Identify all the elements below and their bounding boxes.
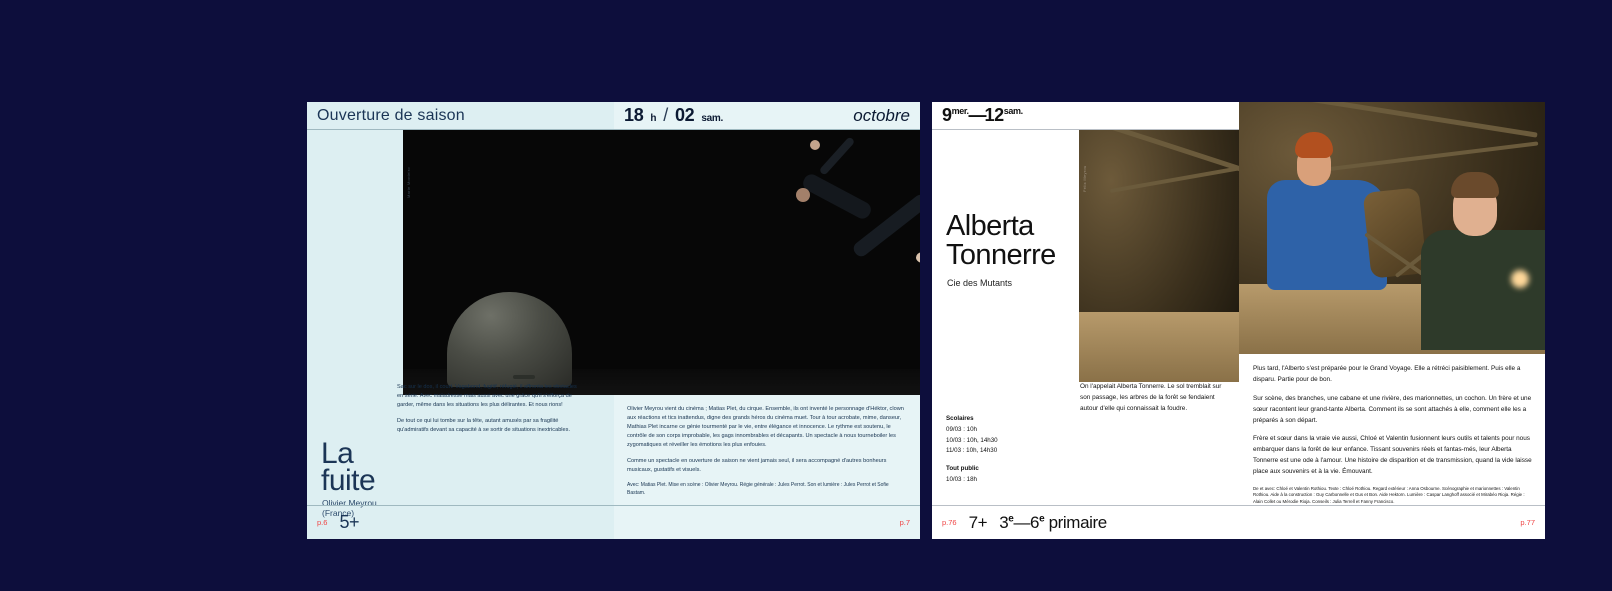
- level-to-sup: e: [1039, 512, 1045, 524]
- level-from-sup: e: [1008, 512, 1014, 524]
- performer-torso: [800, 172, 873, 222]
- performer-hand: [810, 140, 820, 150]
- spread1-footer-left: [307, 505, 614, 539]
- event-day-number: 02: [674, 105, 695, 125]
- spread2-left-content: [932, 130, 1239, 539]
- body-paragraph: Sac sur le dos, il court. Vagabond, fugitif, réfugié, il affronta les obstacles en série. Avec maladresse mais aussi avec une grâce qu'il s'efforça de garder, même dans les situations les plus délirantes. Et nous rions!: [397, 384, 577, 409]
- show-credits: De et avec: Chloé et Valentin Rothiou. Texte : Chloé Rothiou. Regard extérieur : Anna Osbourne. Scénographie et marionnettes : Valentin Rothiou. Aide à la construction : Guy Carbonnelle et Gus et Bon. Aide Hektorn. Lumière : Caspar Langhoff associé et Mirabéo Rioja. Régie : Alain Collet ou Mérodie Rioja. Conseils : Julia Terrell et Fanny Francisco.: [1253, 486, 1525, 504]
- show-title: [946, 212, 1056, 270]
- schedule-group: [946, 464, 998, 486]
- spread2-left-page: [932, 102, 1239, 539]
- schedule-line: 11/03 : 10h, 14h30: [946, 447, 998, 455]
- body-paragraph: Olivier Meyrou vient du cinéma ; Matias Plet, du cirque. Ensemble, ils ont inventé le personnage d'Héktor, clown aux réactions et tics inattendus, digne des grands héros du cinéma muet. Tour à tour acrobate, mime, danseur, Mathias Plet incarne ce génie tourmenté par le vie, entre élégance et innocence. Le rythme est soutenu, le contrôle de son corps improbable, les gags innombrables et décapants. Un spectacle à nous tourneboiler les zygomatiques et réveiller les émotions les plus enfouies.: [627, 406, 904, 449]
- show-credits: Avec: Matias Plet. Mise en scène : Olivier Meyrou. Régie générale : Jules Perrot. Son et lumière : Jules Perrot et Sofie Bastam.: [627, 482, 889, 496]
- performer-foot: [916, 252, 920, 263]
- page-number-left: p.76: [942, 518, 957, 527]
- show-company: Cie des Mutants: [947, 278, 1013, 288]
- photo-credit: Marie Monteiro: [406, 167, 411, 198]
- performer-arm: [819, 136, 856, 176]
- spread-alberta-tonnerre: [932, 102, 1545, 539]
- event-time-unit: h: [650, 113, 657, 124]
- body-paragraph: Comme un spectacle en ouverture de saison ne vient jamais seul, il sera accompagné d'autres bonheurs musicaux, gustatifs et visuels.: [627, 458, 887, 474]
- show-title-line1: Alberta: [946, 210, 1034, 242]
- performer-child-hair: [1295, 132, 1333, 158]
- show-artist: Olivier Meyrou: [322, 497, 377, 508]
- show-title: [321, 436, 376, 498]
- event-day-name: sam.: [701, 113, 723, 124]
- spread1-right-page: [614, 102, 920, 539]
- show-title-line1: La: [321, 436, 354, 470]
- photo-credit: Félix Meyrou: [1082, 165, 1087, 192]
- stage-prop-small: [513, 375, 535, 379]
- spread1-left-page: [307, 102, 614, 539]
- show-country: (France): [322, 508, 355, 519]
- spread2-footer-right: [1239, 505, 1545, 539]
- spread1-left-photo-area: [307, 130, 614, 395]
- age-rating: 7+: [968, 512, 988, 532]
- schedule-label: Tout public: [946, 465, 979, 473]
- spread1-left-margin: [307, 130, 403, 395]
- age-rating: 5+: [339, 512, 360, 532]
- spread1-header-left: [307, 102, 614, 130]
- date-end: 12: [984, 105, 1004, 125]
- date-end-day: sam.: [1003, 106, 1023, 116]
- spread1-left-body-text: [397, 383, 582, 435]
- date-start-day: mer.: [951, 106, 969, 116]
- show-intro-text: On l'appelait Alberta Tonnerre. Le sol tremblait sur son passage, les arbres de la forêt se fendaient autour d'elle qui connaissait la foudre.: [1080, 383, 1222, 412]
- stage-photo-left: [403, 130, 614, 395]
- stage-photo-right: [614, 130, 920, 395]
- schedule-group: [946, 414, 998, 457]
- event-datetime: [624, 105, 723, 126]
- puppet-prop: [1363, 187, 1428, 278]
- event-time: 18: [624, 105, 644, 125]
- performer-adult-hair: [1451, 172, 1499, 198]
- show-title-line2: fuite: [321, 464, 376, 498]
- schedule-label: Scolaires: [946, 414, 974, 422]
- schedule-block: [946, 414, 998, 493]
- level-from: 3: [999, 512, 1009, 532]
- body-paragraph: Frère et sœur dans la vraie vie aussi, Chloé et Valentin fusionnent leurs outils et talents pour nous embarquer dans la forêt de leur enfance. Tissant souvenirs réels et fantas-més, leur Alberta Tonnerre est une ode à l'amour. Une histoire de disparition et de transmission, quand la vide laisse place aux souvenirs et à la vie. Émouvant.: [1253, 435, 1532, 476]
- lantern-glow: [1511, 270, 1529, 288]
- event-month: octobre: [853, 105, 910, 125]
- body-paragraph: Plus tard, l'Alberto s'est préparée pour le Grand Voyage. Elle a rétréci paisiblement. Puis elle a disparu. Partie pour de bon.: [1253, 365, 1521, 383]
- date-dash: —: [968, 105, 985, 125]
- spread1-right-body-text: [614, 395, 920, 504]
- spread2-header-left: [932, 102, 1239, 130]
- event-date-range: [942, 105, 1023, 126]
- schedule-line: 10/03 : 10h, 14h30: [946, 436, 998, 444]
- spread-ouverture-de-saison: [307, 102, 920, 539]
- section-title: Ouverture de saison: [317, 106, 465, 124]
- page-number-right: p.77: [1520, 518, 1535, 527]
- body-paragraph: De tout ce qui lui tombe sur la tête, autant amusés par sa fragilité qu'admiratifs devant sa capacité à se sortir de situations inextricables.: [397, 418, 571, 434]
- show-title-line2: Tonnerre: [946, 239, 1056, 271]
- show-photo-right: [1239, 102, 1545, 354]
- performer-adult-shirt: [1421, 230, 1545, 350]
- show-photo-left: [1079, 130, 1239, 382]
- stage-floor-right: [614, 369, 920, 395]
- page-number-left: p.6: [317, 518, 328, 527]
- date-start: 9: [942, 105, 952, 125]
- spread2-right-page: [1239, 102, 1545, 539]
- level-dash: —: [1013, 512, 1031, 532]
- stage-prop-pod: [447, 292, 572, 387]
- page-number-right: p.7: [899, 518, 910, 527]
- spread2-right-body-text: [1253, 364, 1535, 513]
- level-to: 6: [1030, 512, 1040, 532]
- separator: /: [663, 105, 668, 125]
- school-level: [999, 513, 1107, 533]
- schedule-line: 09/03 : 10h: [946, 425, 977, 433]
- performer-head: [796, 188, 810, 202]
- spread2-footer-left: [932, 505, 1239, 539]
- level-word: primaire: [1048, 512, 1107, 532]
- sand-floor: [1079, 312, 1239, 382]
- spread1-header-right: [614, 102, 920, 130]
- spread1-footer-right: [614, 505, 920, 539]
- schedule-line: 10/03 : 18h: [946, 476, 977, 484]
- body-paragraph: Sur scène, des branches, une cabane et une rivière, des marionnettes, un cochon. Un frère et une sœur racontent leur grand-tante Alberta. Comment ils se sont attachés à elle, comment elle les a préparés à son départ.: [1253, 394, 1532, 424]
